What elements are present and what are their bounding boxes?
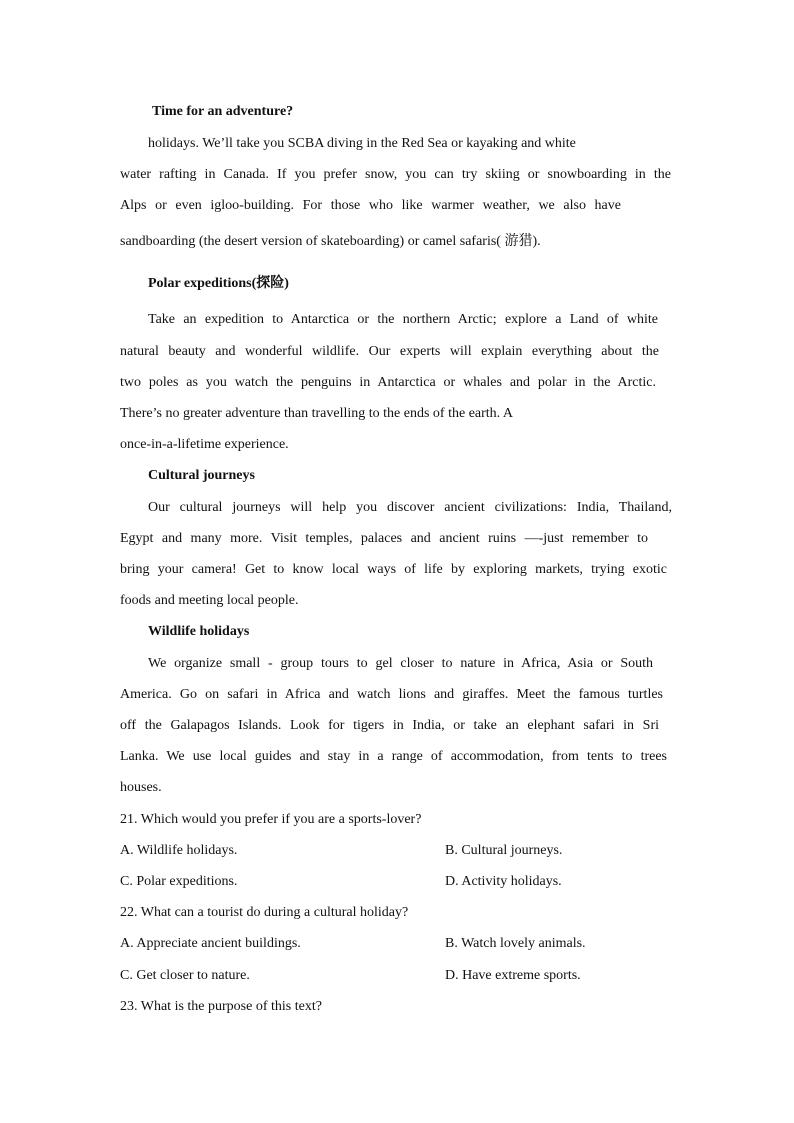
answer-option: B. Cultural journeys. <box>445 843 563 858</box>
answer-option: D. Have extreme sports. <box>445 968 581 983</box>
section-heading-cultural: Cultural journeys <box>148 468 255 483</box>
answer-option: C. Polar expeditions. <box>120 874 238 889</box>
section-heading-adventure: Time for an adventure? <box>152 104 294 119</box>
paragraph-line: off the Galapagos Islands. Look for tigers in India, or take an elephant safari in Sri <box>120 718 659 733</box>
question-stem: 22. What can a tourist do during a cultural holiday? <box>120 905 409 920</box>
paragraph-line: There’s no greater adventure than travelling to the ends of the earth. A <box>120 406 514 421</box>
paragraph-line: Egypt and many more. Visit temples, palaces and ancient ruins —-just remember to <box>120 531 648 546</box>
paragraph-line: We organize small - group tours to gel closer to nature in Africa, Asia or South <box>148 656 653 671</box>
paragraph-line: Take an expedition to Antarctica or the northern Arctic; explore a Land of white <box>148 312 658 327</box>
paragraph-line: two poles as you watch the penguins in Antarctica or whales and polar in the Arctic. <box>120 375 656 390</box>
section-heading-polar: Polar expeditions(探险) <box>148 276 289 291</box>
paragraph-line: holidays. We’ll take you SCBA diving in the Red Sea or kayaking and white <box>148 136 576 151</box>
paragraph-line: Lanka. We use local guides and stay in a range of accommodation, from tents to trees <box>120 749 667 764</box>
paragraph-line: natural beauty and wonderful wildlife. Our experts will explain everything about the <box>120 344 659 359</box>
question-stem: 21. Which would you prefer if you are a sports-lover? <box>120 812 422 827</box>
paragraph-line: America. Go on safari in Africa and watch lions and giraffes. Meet the famous turtles <box>120 687 663 702</box>
paragraph-line: sandboarding (the desert version of skateboarding) or camel safaris( 游猎). <box>120 234 541 249</box>
paragraph-line: Alps or even igloo-building. For those who like warmer weather, we also have <box>120 198 621 213</box>
paragraph-line: bring your camera! Get to know local ways of life by exploring markets, trying exotic <box>120 562 667 577</box>
paragraph-line: once-in-a-lifetime experience. <box>120 437 289 452</box>
paragraph-line: foods and meeting local people. <box>120 593 299 608</box>
answer-option: A. Wildlife holidays. <box>120 843 238 858</box>
answer-option: D. Activity holidays. <box>445 874 562 889</box>
answer-option: A. Appreciate ancient buildings. <box>120 936 301 951</box>
answer-option: B. Watch lovely animals. <box>445 936 586 951</box>
answer-option: C. Get closer to nature. <box>120 968 250 983</box>
paragraph-line: water rafting in Canada. If you prefer snow, you can try skiing or snowboarding in the <box>120 167 671 182</box>
paragraph-line: houses. <box>120 780 162 795</box>
paragraph-line: Our cultural journeys will help you discover ancient civilizations: India, Thailand, <box>148 500 672 515</box>
question-stem: 23. What is the purpose of this text? <box>120 999 322 1014</box>
section-heading-wildlife: Wildlife holidays <box>148 624 250 639</box>
